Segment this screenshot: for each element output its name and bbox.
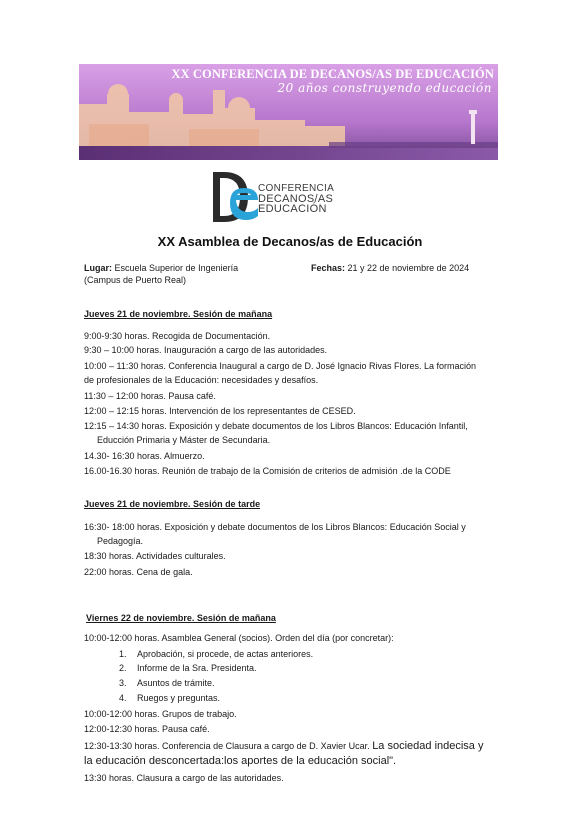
logo-text	[258, 184, 334, 214]
lugar-value: Escuela Superior de Ingeniería	[114, 263, 239, 273]
fechas-value: 21 y 22 de noviembre de 2024	[347, 263, 470, 273]
lugar-value-2: (Campus de Puerto Real)	[84, 275, 187, 285]
list-item: 12:15 – 14:30 horas. Exposición y debate documentos de los Libros Blancos: Educación Infantil,	[84, 421, 468, 431]
list-item: 18:30 horas. Actividades culturales.	[84, 551, 226, 561]
agenda-num: 3.	[119, 678, 127, 688]
header-banner	[79, 64, 498, 160]
list-item: 11:30 – 12:00 horas. Pausa café.	[84, 391, 216, 401]
list-item: 16:30- 18:00 horas. Exposición y debate documentos de los Libros Blancos: Educación Social y	[84, 522, 466, 532]
de-monogram-icon	[210, 170, 260, 224]
section-2-header: Jueves 21 de noviembre. Sesión de tarde	[84, 499, 261, 509]
fechas-label: Fechas:	[311, 263, 346, 273]
list-item: Educción Primaria y Máster de Secundaria.	[97, 435, 271, 445]
fechas-line	[311, 262, 469, 274]
agenda-num: 4.	[119, 693, 127, 703]
agenda-item: Asuntos de trámite.	[137, 678, 215, 688]
banner-title: XX CONFERENCIA DE DECANOS/AS DE EDUCACIÓN	[171, 67, 494, 81]
agenda-intro: 10:00-12:00 horas. Asamblea General (socios). Orden del día (por concretar):	[84, 633, 394, 643]
list-item: 22:00 horas. Cena de gala.	[84, 567, 193, 577]
agenda-item: Informe de la Sra. Presidenta.	[137, 663, 257, 673]
list-item: Pedagogía.	[97, 536, 144, 546]
list-item	[84, 740, 483, 752]
clausura-conference: 12:30-13:30 horas. Conferencia de Clausura a cargo de D. Xavier Ucar.	[84, 741, 370, 751]
agenda-item: Aprobación, si procede, de actas anteriores.	[137, 649, 314, 659]
agenda-num: 1.	[119, 649, 127, 659]
banner-subtitle: 20 años construyendo educación	[277, 81, 492, 95]
list-item: 14.30- 16:30 horas. Almuerzo.	[84, 451, 205, 461]
list-item: 10:00-12:00 horas. Grupos de trabajo.	[84, 709, 237, 719]
document-title: XX Asamblea de Decanos/as de Educación	[157, 234, 423, 249]
list-item: 12:00-12:30 horas. Pausa café.	[84, 724, 210, 734]
list-item: 9:30 – 10:00 horas. Inauguración a cargo de las autoridades.	[84, 345, 328, 355]
conference-logo	[210, 170, 360, 224]
logo-line-1: CONFERENCIA	[258, 183, 335, 194]
list-item: 10:00 – 11:30 horas. Conferencia Inaugural a cargo de D. José Ignacio Rivas Flores. La formación	[84, 361, 477, 371]
lugar-label: Lugar:	[84, 263, 112, 273]
logo-line-2: DECANOS/AS	[258, 193, 334, 205]
list-item: 13:30 horas. Clausura a cargo de las autoridades.	[84, 773, 284, 783]
agenda-item: Ruegos y preguntas.	[137, 693, 221, 703]
clausura-title-part-2: la educación desconcertada:los aportes de la educación social".	[84, 755, 397, 767]
section-3-header: Viernes 22 de noviembre. Sesión de mañana	[86, 613, 276, 623]
list-item: 9:00-9:30 horas. Recogida de Documentación.	[84, 331, 271, 341]
clausura-title-part-1: La sociedad indecisa y	[372, 740, 484, 752]
list-item: 16.00-16.30 horas. Reunión de trabajo de la Comisión de criterios de admisión .de la CODE	[84, 466, 451, 476]
logo-line-3: EDUCACIÓN	[258, 203, 327, 215]
list-item: de profesionales de la Educación: necesidades y desafíos.	[84, 375, 319, 385]
lugar-line	[84, 262, 238, 274]
agenda-num: 2.	[119, 663, 127, 673]
list-item: 12:00 – 12:15 horas. Intervención de los representantes de CESED.	[84, 406, 356, 416]
section-1-header: Jueves 21 de noviembre. Sesión de mañana	[84, 309, 273, 319]
